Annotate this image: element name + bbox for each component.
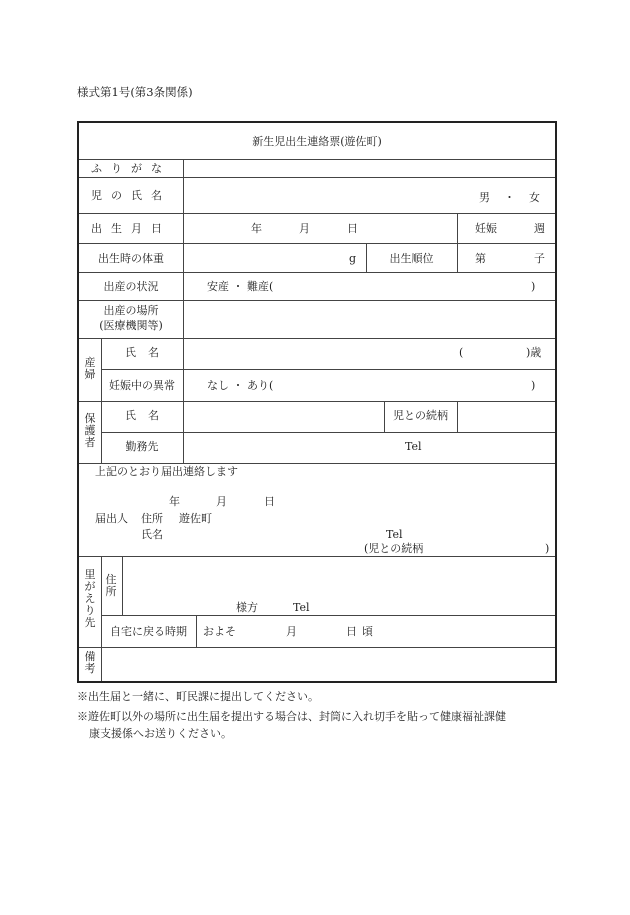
relation-label: 児との続柄 [393, 409, 448, 422]
age-close: )歳 [526, 346, 542, 359]
row-divider [79, 338, 555, 339]
row-divider [79, 300, 555, 301]
return-time-label: 自宅に戻る時期 [110, 625, 187, 638]
workplace-tel-label: Tel [405, 440, 422, 453]
abnormal-close-paren: ) [531, 379, 536, 392]
row-divider [101, 615, 555, 616]
row-divider [101, 369, 555, 370]
order-prefix: 第 [475, 252, 486, 265]
row-divider [79, 463, 555, 464]
row-divider [101, 432, 555, 433]
row-divider [79, 177, 555, 178]
notifier-relation-label: (児との続柄 [364, 542, 424, 555]
homecoming-tel-label: Tel [293, 601, 310, 614]
homecoming-address-label: 住所 [105, 573, 117, 598]
row-divider [79, 556, 555, 557]
guardian-name-label: 氏名 [125, 409, 171, 422]
furigana-label: ふりがな [91, 162, 171, 175]
order-suffix: 子 [534, 252, 545, 265]
footnote-1: ※出生届と一緒に、町民課に提出してください。 [77, 690, 319, 703]
pregnancy-abnormal-label: 妊娠中の異常 [109, 379, 175, 392]
footnote-2: ※遊佐町以外の場所に出生届を提出する場合は、封筒に入れ切手を貼って健康福祉課健 [77, 710, 506, 723]
delivery-status-label: 出産の状況 [103, 280, 159, 293]
row-divider [79, 401, 555, 402]
pregnancy-weeks-label: 妊娠 [475, 222, 497, 235]
column-divider [183, 159, 184, 463]
approx-label: およそ [203, 625, 236, 638]
delivery-options[interactable]: 安産 ・ 難産( [207, 280, 274, 293]
birth-notification-form [77, 121, 557, 683]
column-divider [122, 556, 123, 615]
approx-suffix: 頃 [362, 625, 373, 638]
row-divider [79, 647, 555, 648]
birth-place-sublabel: (医療機関等) [99, 319, 163, 332]
row-divider [79, 159, 555, 160]
notifier-relation-close: ) [545, 542, 550, 555]
birth-place-label: 出産の場所 [103, 304, 159, 317]
month-unit: 月 [299, 222, 310, 235]
day-unit: 日 [347, 222, 358, 235]
form-title: 新生児出生連絡票(遊佐町) [252, 135, 382, 148]
workplace-label: 勤務先 [125, 440, 159, 453]
homecoming-group-label: 里がえり先 [84, 568, 96, 629]
delivery-close-paren: ) [531, 280, 536, 293]
notifier-address-town: 遊佐町 [179, 512, 212, 525]
column-divider [457, 401, 458, 432]
footnote-2-continued: 康支援係へお送りください。 [89, 727, 232, 740]
column-divider [457, 213, 458, 272]
return-day-unit: 日 [346, 625, 357, 638]
abnormal-options[interactable]: なし ・ あり( [207, 379, 274, 392]
row-divider [79, 272, 555, 273]
notifier-label: 届出人 [95, 512, 128, 525]
year-unit: 年 [251, 222, 262, 235]
birth-order-label: 出生順位 [389, 252, 434, 265]
notify-month-unit: 月 [216, 495, 227, 508]
notify-year-unit: 年 [169, 495, 180, 508]
age-open-paren: ( [459, 346, 464, 359]
remarks-label: 備考 [84, 650, 96, 675]
birthdate-label: 出生月日 [91, 222, 171, 235]
guardian-group-label: 保護者 [84, 412, 96, 449]
sex-female-option[interactable]: 女 [529, 191, 540, 204]
birth-weight-label: 出生時の体重 [98, 252, 164, 265]
return-month-unit: 月 [286, 625, 297, 638]
week-unit: 週 [534, 222, 545, 235]
column-divider [196, 615, 197, 647]
mother-group-label: 産婦 [84, 356, 96, 381]
notify-statement: 上記のとおり届出連絡します [95, 465, 238, 478]
gram-unit: g [349, 252, 357, 265]
form-number-header: 様式第1号(第3条関係) [77, 85, 193, 99]
notifier-name-label: 氏名 [141, 528, 163, 541]
column-divider [101, 556, 102, 681]
notifier-address-label: 住所 [141, 512, 163, 525]
row-divider [79, 213, 555, 214]
sex-male-option[interactable]: 男 [479, 191, 490, 204]
child-name-label: 児の氏名 [91, 189, 171, 202]
notify-day-unit: 日 [264, 495, 275, 508]
notifier-tel-label: Tel [386, 528, 403, 541]
row-divider [79, 243, 555, 244]
sex-separator: ・ [504, 191, 515, 204]
honorific-label: 様方 [236, 601, 258, 614]
mother-name-label: 氏名 [125, 346, 171, 359]
